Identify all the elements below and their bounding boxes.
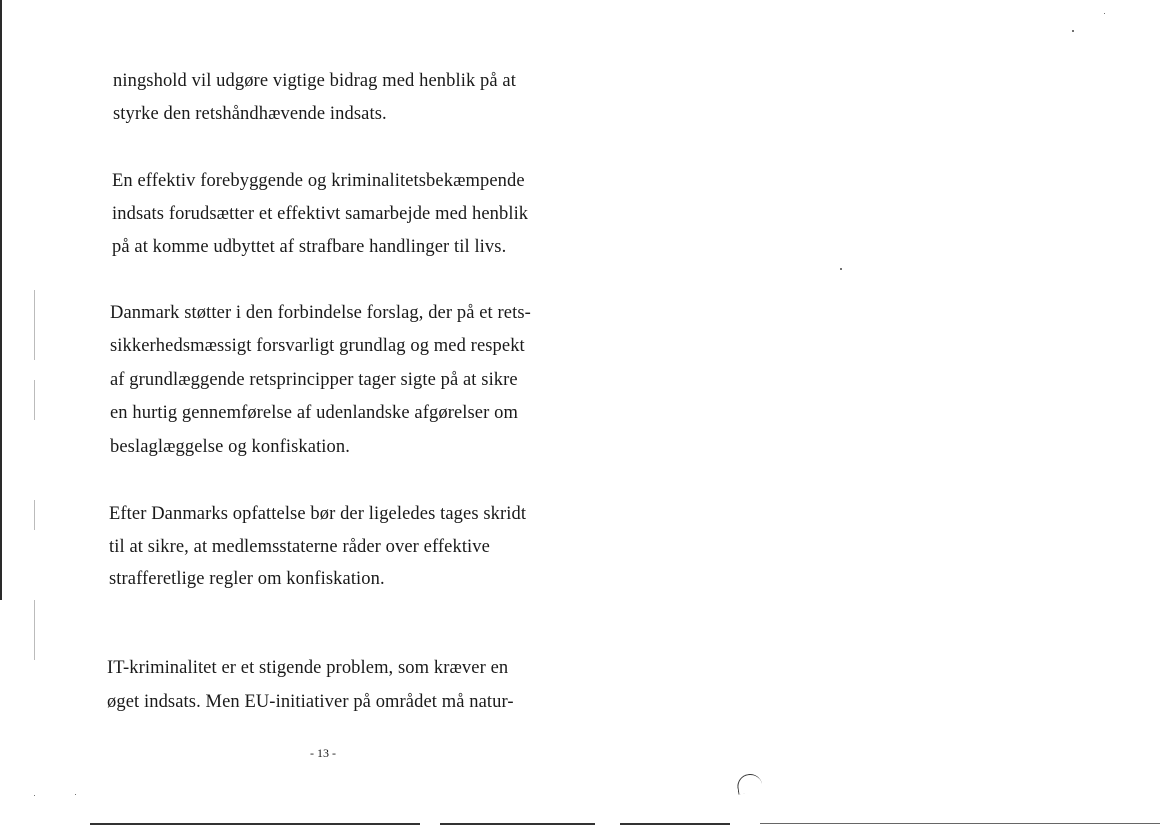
text-line: på at komme udbyttet af strafbare handlinger til livs. <box>112 237 507 257</box>
scan-speckle <box>34 290 35 360</box>
text-line: sikkerhedsmæssigt forsvarligt grundlag og med respekt <box>110 336 525 356</box>
scan-dot <box>1072 30 1074 32</box>
text-line: strafferetlige regler om konfiskation. <box>109 569 385 589</box>
scan-speckle <box>34 600 35 660</box>
scan-bottom-rule <box>620 823 730 825</box>
text-line: øget indsats. Men EU-initiativer på området må natur- <box>107 692 514 712</box>
text-line: en hurtig gennemførelse af udenlandske afgørelser om <box>110 403 518 423</box>
scan-mark <box>736 772 763 794</box>
scan-dot <box>34 795 35 796</box>
scan-left-edge <box>0 0 2 600</box>
text-line: indsats forudsætter et effektivt samarbejde med henblik <box>112 204 529 224</box>
page-number: - 13 - <box>310 746 336 760</box>
scan-bottom-rule <box>90 823 420 825</box>
scan-dot <box>840 268 842 270</box>
text-line: En effektiv forebyggende og kriminalitetsbekæmpende <box>112 171 525 191</box>
scan-speckle <box>34 500 35 530</box>
text-line: af grundlæggende retsprincipper tager sigte på at sikre <box>110 370 518 390</box>
text-line: til at sikre, at medlemsstaterne råder over effektive <box>109 537 490 557</box>
scan-dot <box>1104 13 1105 14</box>
scan-dot <box>75 794 76 795</box>
scan-speckle <box>34 380 35 420</box>
text-line: ningshold vil udgøre vigtige bidrag med henblik på at <box>113 71 516 91</box>
text-line: Danmark støtter i den forbindelse forslag, der på et rets- <box>110 303 531 323</box>
text-line: beslaglæggelse og konfiskation. <box>110 437 350 457</box>
scan-bottom-rule <box>760 823 1160 824</box>
scan-bottom-rule <box>440 823 595 825</box>
text-line: IT-kriminalitet er et stigende problem, som kræver en <box>107 658 509 678</box>
text-line: Efter Danmarks opfattelse bør der ligeledes tages skridt <box>109 504 527 524</box>
text-line: styrke den retshåndhævende indsats. <box>113 104 387 124</box>
